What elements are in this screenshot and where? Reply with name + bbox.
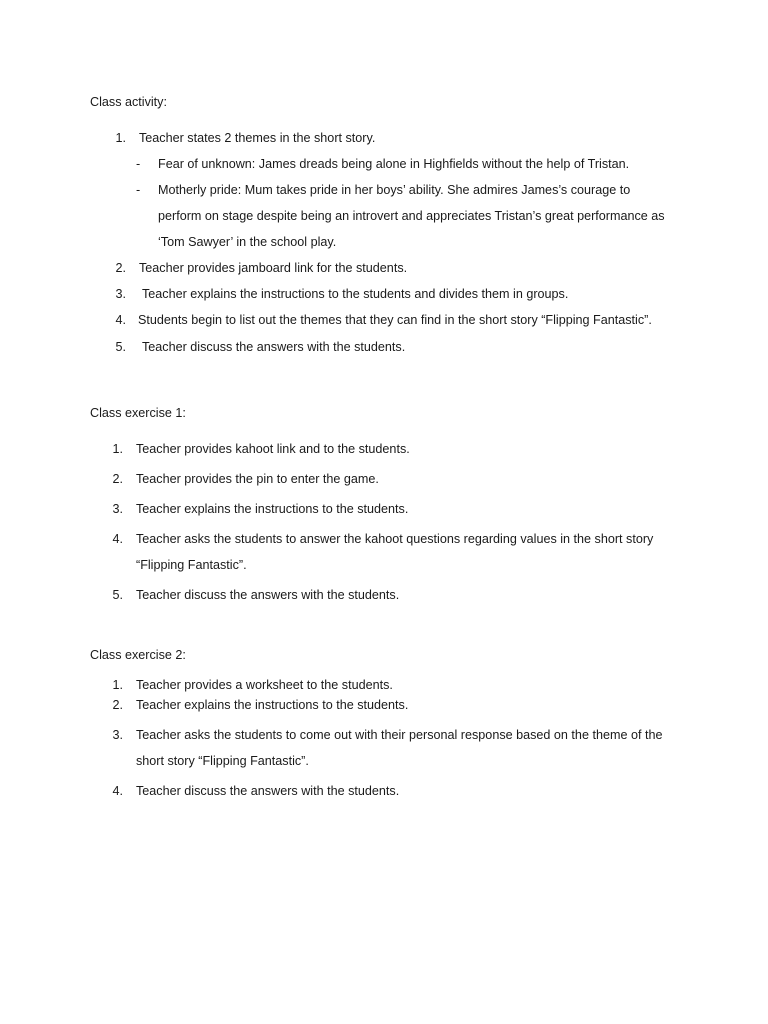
list-number: 4. [115, 313, 126, 327]
list-item-text: Teacher explains the instructions to the students and divides them in groups. [142, 287, 569, 301]
list-item-text: Teacher discuss the answers with the students. [142, 340, 406, 354]
list-number: 2. [115, 261, 126, 275]
list-number: 2. [112, 698, 123, 712]
list-item-text: Teacher explains the instructions to the students. [136, 502, 409, 516]
list-number: 1. [115, 131, 126, 145]
list-item-text: “Flipping Fantastic”. [136, 558, 247, 572]
list-item-text: Teacher provides jamboard link for the students. [139, 261, 408, 275]
list-number: 3. [115, 287, 126, 301]
list-number: 5. [115, 340, 126, 354]
list-number: 2. [112, 472, 123, 486]
list-number: 5. [112, 588, 123, 602]
list-item-text: short story “Flipping Fantastic”. [136, 754, 309, 768]
list-number: 3. [112, 728, 123, 742]
list-item-text: Teacher explains the instructions to the students. [136, 698, 409, 712]
list-item-text: Teacher states 2 themes in the short story. [139, 131, 376, 145]
list-item-text: Teacher provides the pin to enter the game. [136, 472, 379, 486]
class-exercise-2-heading: Class exercise 2: [90, 648, 186, 662]
list-item-text: Teacher asks the students to come out with their personal response based on the theme of the [136, 728, 663, 742]
list-number: 3. [112, 502, 123, 516]
list-item-text: Students begin to list out the themes that they can find in the short story “Flipping Fantastic”. [138, 313, 652, 327]
dash-bullet: - [136, 157, 141, 171]
list-number: 1. [112, 442, 123, 456]
list-number: 1. [112, 678, 123, 692]
class-activity-heading: Class activity: [90, 95, 167, 109]
list-item-text: Teacher provides a worksheet to the students. [136, 678, 393, 692]
sub-item-text: perform on stage despite being an introvert and appreciates Tristan’s great performance as [158, 209, 665, 223]
sub-item-text: Fear of unknown: James dreads being alone in Highfields without the help of Tristan. [158, 157, 630, 171]
class-exercise-1-heading: Class exercise 1: [90, 406, 186, 420]
list-item-text: Teacher discuss the answers with the students. [136, 588, 400, 602]
list-item-text: Teacher provides kahoot link and to the students. [136, 442, 410, 456]
list-item-text: Teacher discuss the answers with the students. [136, 784, 400, 798]
sub-item-text: ‘Tom Sawyer’ in the school play. [158, 235, 337, 249]
dash-bullet: - [136, 183, 141, 197]
list-number: 4. [112, 532, 123, 546]
sub-item-text: Motherly pride: Mum takes pride in her boys’ ability. She admires James’s courage to [158, 183, 631, 197]
list-number: 4. [112, 784, 123, 798]
list-item-text: Teacher asks the students to answer the kahoot questions regarding values in the short story [136, 532, 654, 546]
